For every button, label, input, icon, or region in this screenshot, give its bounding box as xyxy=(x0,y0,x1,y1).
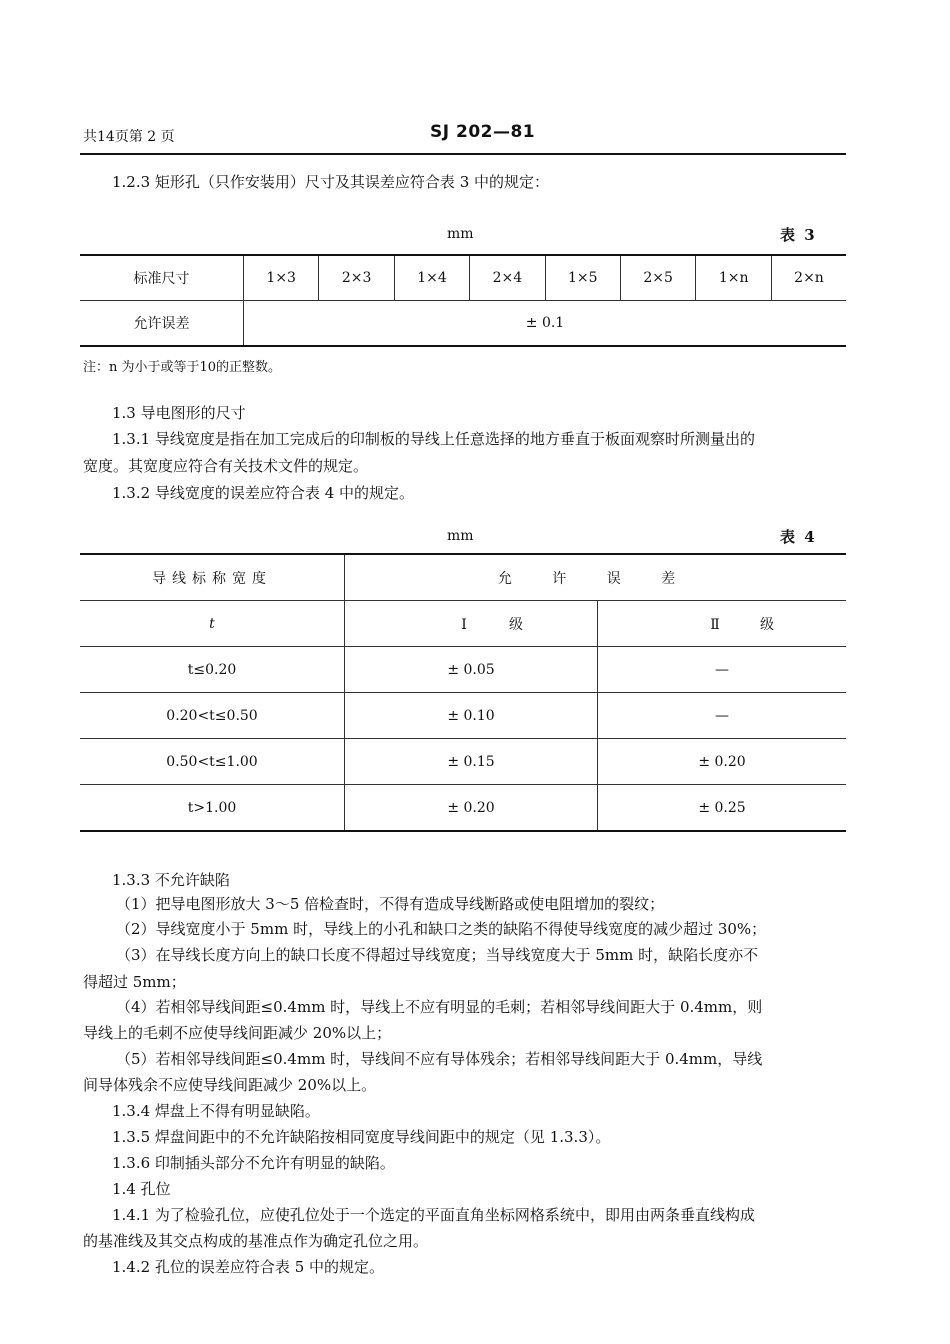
paragraph-1-4-2: 1.4.2 孔位的误差应符合表 5 中的规定。 xyxy=(112,1258,385,1276)
defect-item-4-line1: （4）若相邻导线间距≤0.4mm 时，导线上不应有明显的毛刺；若相邻导线间距大于 0.4mm，则 xyxy=(116,998,763,1016)
table3-size-cell: 2×n xyxy=(772,255,847,301)
table-3 xyxy=(80,254,846,347)
table3-label: 表 3 xyxy=(780,226,817,244)
table4-grade2-cell: ± 0.20 xyxy=(598,739,847,785)
table3-row2-header: 允许误差 xyxy=(80,301,244,347)
document-code: SJ 202—81 xyxy=(430,122,536,142)
defect-item-4-line2: 导线上的毛刺不应使导线间距减少 20%以上； xyxy=(83,1024,392,1042)
defect-item-5-line1: （5）若相邻导线间距≤0.4mm 时，导线间不应有导体残余；若相邻导线间距大于 0.4mm，导线 xyxy=(116,1050,763,1068)
paragraph-1-2-3: 1.2.3 矩形孔（只作安装用）尺寸及其误差应符合表 3 中的规定： xyxy=(112,173,550,191)
defect-item-3-line2: 得超过 5mm； xyxy=(83,973,186,991)
grade2-suffix: 级 xyxy=(760,616,774,633)
section-1-3-3-title: 1.3.3 不允许缺陷 xyxy=(112,871,230,889)
table4-width-cell: 0.20<t≤0.50 xyxy=(80,693,345,739)
table3-size-cell: 1×4 xyxy=(394,255,469,301)
table4-grade2-cell: — xyxy=(598,647,847,693)
defect-item-1: （1）把导电图形放大 3～5 倍检查时，不得有造成导线断路或使电阻增加的裂纹； xyxy=(116,895,665,913)
table3-note: 注：n 为小于或等于10的正整数。 xyxy=(83,360,282,375)
table4-grade2-cell: — xyxy=(598,693,847,739)
table3-unit: mm xyxy=(447,226,474,242)
table3-tolerance: ± 0.1 xyxy=(244,301,847,347)
table4-header-row1 xyxy=(80,554,846,601)
table4-col1-header: 导线标称宽度 xyxy=(80,554,345,601)
table4-col1-symbol: t xyxy=(80,601,345,647)
page-info: 共14页第 2 页 xyxy=(83,129,175,145)
grade2-numeral: Ⅱ xyxy=(710,616,720,633)
table-row xyxy=(80,693,846,739)
table-row xyxy=(80,739,846,785)
defect-item-3-line1: （3）在导线长度方向上的缺口长度不得超过导线宽度；当导线宽度大于 5mm 时，缺陷长度亦不 xyxy=(116,946,759,964)
table3-size-cell: 1×5 xyxy=(545,255,620,301)
paragraph-1-3-4: 1.3.4 焊盘上不得有明显缺陷。 xyxy=(112,1102,320,1120)
paragraph-1-3-2: 1.3.2 导线宽度的误差应符合表 4 中的规定。 xyxy=(112,484,415,502)
table4-width-cell: t>1.00 xyxy=(80,785,345,832)
paragraph-1-3-1-line1: 1.3.1 导线宽度是指在加工完成后的印制板的导线上任意选择的地方垂直于板面观察时所测量出的 xyxy=(112,430,755,448)
paragraph-1-3-6: 1.3.6 印制插头部分不允许有明显的缺陷。 xyxy=(112,1154,395,1172)
paragraph-1-4-1-line2: 的基准线及其交点构成的基准点作为确定孔位之用。 xyxy=(83,1232,429,1250)
grade1-numeral: Ⅰ xyxy=(461,616,467,633)
table-row xyxy=(80,647,846,693)
table4-grade1-cell: ± 0.05 xyxy=(345,647,598,693)
table4-grade2-cell: ± 0.25 xyxy=(598,785,847,832)
table4-grade1-cell: ± 0.15 xyxy=(345,739,598,785)
table4-tolerance-header: 允 许 误 差 xyxy=(345,554,847,601)
table3-row1-header: 标准尺寸 xyxy=(80,255,244,301)
section-1-4-title: 1.4 孔位 xyxy=(112,1180,171,1198)
section-1-3-title: 1.3 导电图形的尺寸 xyxy=(112,404,246,422)
table3-size-cell: 1×n xyxy=(696,255,772,301)
table4-grade1-cell: ± 0.10 xyxy=(345,693,598,739)
table3-size-cell: 2×5 xyxy=(620,255,695,301)
table4-unit: mm xyxy=(447,528,474,544)
table3-size-cell: 1×3 xyxy=(244,255,319,301)
header-divider xyxy=(80,153,846,155)
paragraph-1-3-5: 1.3.5 焊盘间距中的不允许缺陷按相同宽度导线间距中的规定（见 1.3.3）。 xyxy=(112,1128,611,1146)
paragraph-1-3-1-line2: 宽度。其宽度应符合有关技术文件的规定。 xyxy=(83,457,369,475)
table4-grade1-cell: ± 0.20 xyxy=(345,785,598,832)
table4-grade1-header xyxy=(345,601,598,647)
table3-size-cell: 2×3 xyxy=(319,255,394,301)
table4-width-cell: t≤0.20 xyxy=(80,647,345,693)
defect-item-5-line2: 间导体残余不应使导线间距减少 20%以上。 xyxy=(83,1076,377,1094)
table4-width-cell: 0.50<t≤1.00 xyxy=(80,739,345,785)
defect-item-2: （2）导线宽度小于 5mm 时，导线上的小孔和缺口之类的缺陷不得使导线宽度的减少超过 30%； xyxy=(116,920,767,938)
table-4 xyxy=(80,553,846,832)
table3-row-size xyxy=(80,255,846,301)
table3-size-cell: 2×4 xyxy=(470,255,545,301)
grade1-suffix: 级 xyxy=(509,616,523,633)
table3-row-tolerance xyxy=(80,301,846,347)
table4-label: 表 4 xyxy=(780,528,817,546)
table4-header-row2 xyxy=(80,601,846,647)
table4-grade2-header xyxy=(598,601,847,647)
table-row xyxy=(80,785,846,832)
paragraph-1-4-1-line1: 1.4.1 为了检验孔位，应使孔位处于一个选定的平面直角坐标网格系统中，即用由两条垂直线构成 xyxy=(112,1206,755,1224)
